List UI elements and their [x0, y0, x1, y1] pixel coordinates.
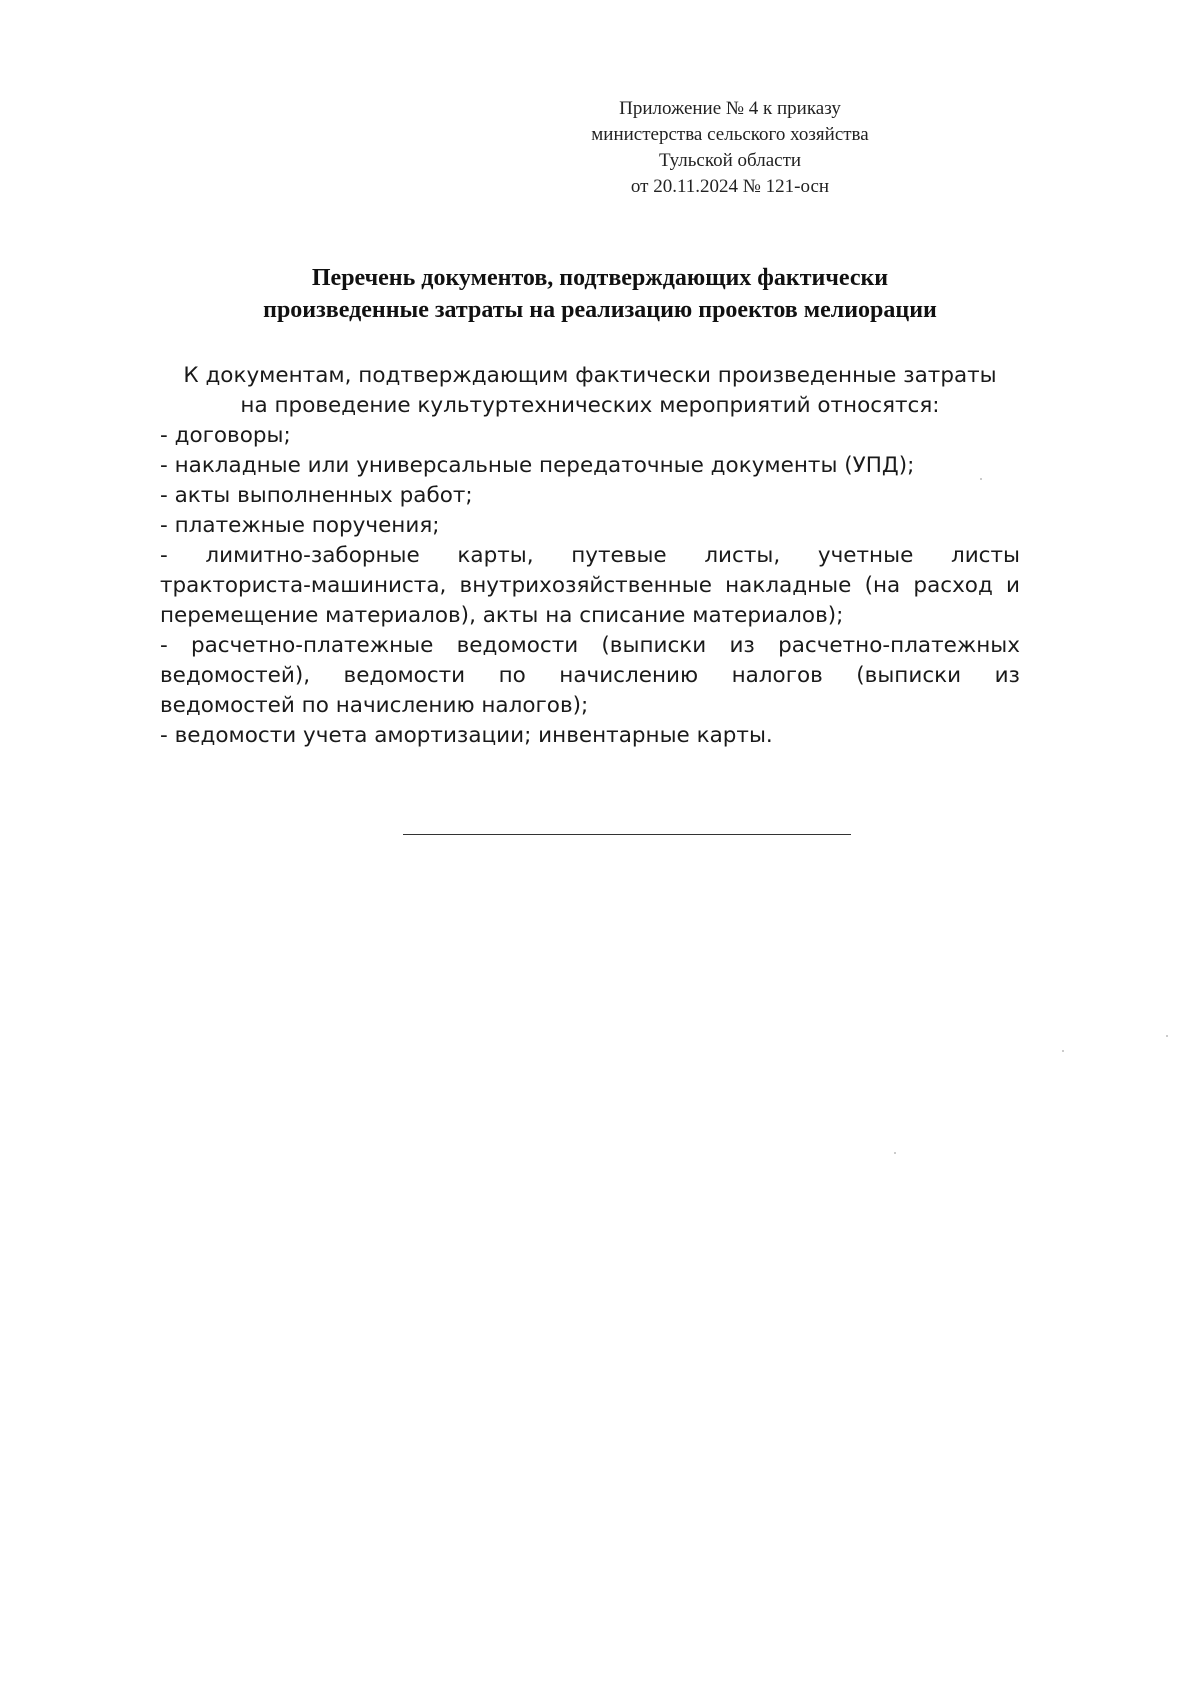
appendix-line-2: министерства сельского хозяйства [591, 124, 869, 145]
list-item-line: перемещение материалов), акты на списание материалов); [160, 603, 844, 628]
intro-line-1: К документам, подтверждающим фактически произведенные затраты [183, 363, 997, 388]
intro-paragraph [160, 361, 1020, 421]
appendix-line-3: Тульской области [658, 150, 802, 171]
list-item-line: - акты выполненных работ; [160, 483, 473, 508]
list-item-line: ведомостей по начислению налогов); [160, 693, 589, 718]
list-item-line: ведомостей), ведомости по начислению налогов (выписки из [160, 663, 1020, 688]
list-item [160, 631, 1020, 721]
list-item-line: - накладные или универсальные передаточные документы (УПД); [160, 453, 915, 478]
scan-speck [1166, 1035, 1168, 1037]
appendix-header [560, 96, 900, 200]
appendix-line-1: Приложение № 4 к приказу [619, 98, 841, 119]
document-body [160, 361, 1020, 751]
list-item-line: - платежные поручения; [160, 513, 440, 538]
intro-line-2: на проведение культуртехнических мероприятий относятся: [240, 393, 940, 418]
title-line-2: произведенные затраты на реализацию проектов мелиорации [263, 297, 937, 323]
list-item [160, 421, 1020, 451]
list-item [160, 451, 1020, 481]
appendix-line-4: от 20.11.2024 № 121-осн [630, 176, 830, 197]
list-item-line: - ведомости учета амортизации; инвентарные карты. [160, 723, 773, 748]
list-item-line: - договоры; [160, 423, 291, 448]
list-item [160, 511, 1020, 541]
list-item [160, 721, 1020, 751]
title-line-1: Перечень документов, подтверждающих фактически [311, 265, 889, 291]
scan-speck [894, 1152, 896, 1154]
scan-speck [980, 478, 982, 480]
list-item [160, 481, 1020, 511]
list-item-line: - лимитно-заборные карты, путевые листы, учетные листы [160, 543, 1020, 568]
closing-divider-line [403, 834, 851, 835]
list-item-line: тракториста-машиниста, внутрихозяйственные накладные (на расход и [160, 573, 1020, 598]
scan-speck [1062, 1050, 1064, 1052]
document-title [120, 262, 1080, 326]
list-item-line: - расчетно-платежные ведомости (выписки из расчетно-платежных [160, 633, 1020, 658]
list-item [160, 541, 1020, 631]
